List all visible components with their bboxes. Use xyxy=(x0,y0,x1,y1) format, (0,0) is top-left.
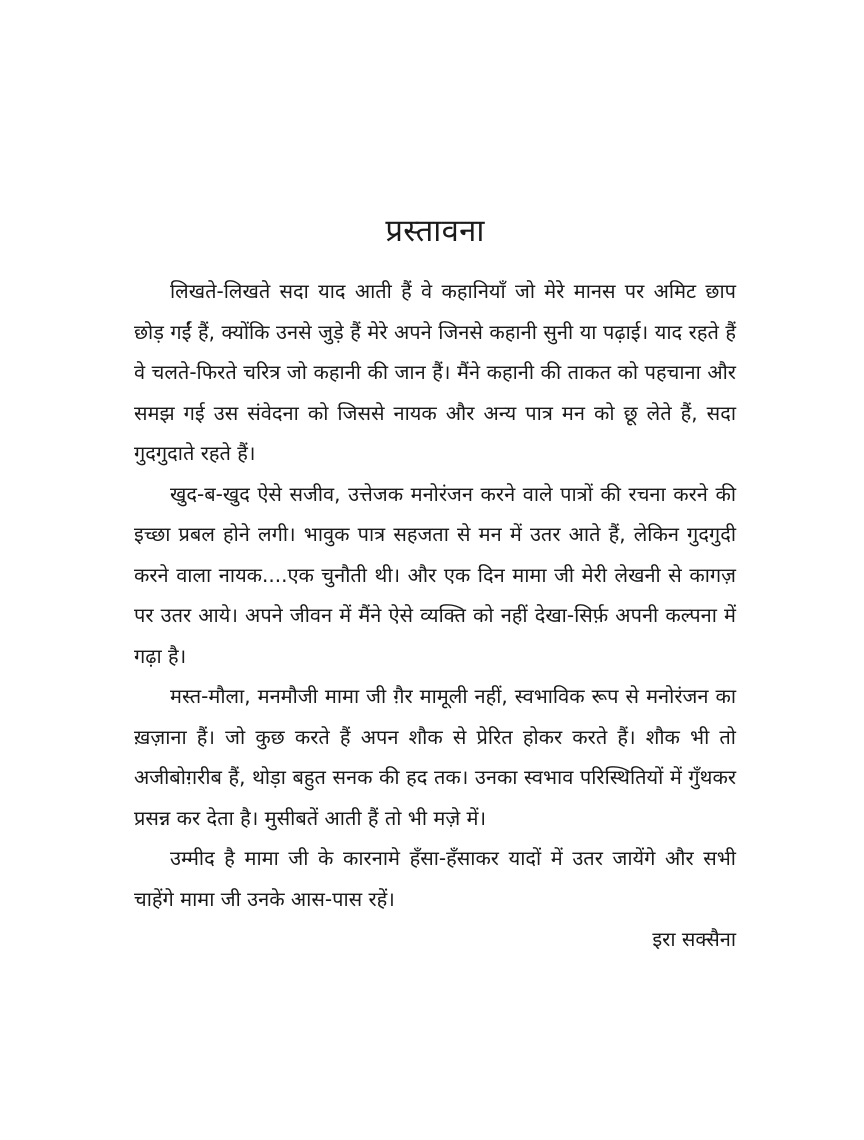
paragraph-4: उम्मीद है मामा जी के कारनामे हँसा-हँसाकर यादों में उतर जायेंगे और सभी चाहेंगे मामा जी उनके आस-पास रहें। xyxy=(134,846,736,911)
paragraph-3: मस्त-मौला, मनमौजी मामा जी ग़ैर मामूली नहीं, स्वभाविक रूप से मनोरंजन का ख़ज़ाना हैं। जो कुछ करते हैं अपन शौक से प्रेरित होकर करते हैं। शौक भी तो अजीबोग़रीब हैं, थोड़ा बहुत सनक की हद तक। उनका स्वभाव परिस्थितियों में गुँथकर प्रसन्न कर देता है। मुसीबतें आती हैं तो भी मज़े में। xyxy=(134,684,736,830)
preface-page xyxy=(134,205,736,960)
page-title: प्रस्तावना xyxy=(385,213,485,249)
author-signature: इरा सक्सैना xyxy=(652,927,736,951)
paragraph-2: खुद-ब-खुद ऐसे सजीव, उत्तेजक मनोरंजन करने वाले पात्रों की रचना करने की इच्छा प्रबल होने लगी। भावुक पात्र सहजता से मन में उतर आते हैं, लेकिन गुदगुदी करने वाला नायक....एक चुनौती थी। और एक दिन मामा जी मेरी लेखनी से कागज़ पर उतर आये। अपने जीवन में मैंने ऐसे व्यक्ति को नहीं देखा-सिर्फ़ अपनी कल्पना में गढ़ा है। xyxy=(134,481,736,668)
paragraph-1: लिखते-लिखते सदा याद आती हैं वे कहानियाँ जो मेरे मानस पर अमिट छाप छोड़ गईं हैं, क्योंकि उनसे जुड़े हैं मेरे अपने जिनसे कहानी सुनी या पढ़ाई। याद रहते हैं वे चलते-फिरते चरित्र जो कहानी की जान हैं। मैंने कहानी की ताकत को पहचाना और समझ गई उस संवेदना को जिससे नायक और अन्य पात्र मन को छू लेते हैं, सदा गुदगुदाते रहते हैं। xyxy=(134,279,736,465)
